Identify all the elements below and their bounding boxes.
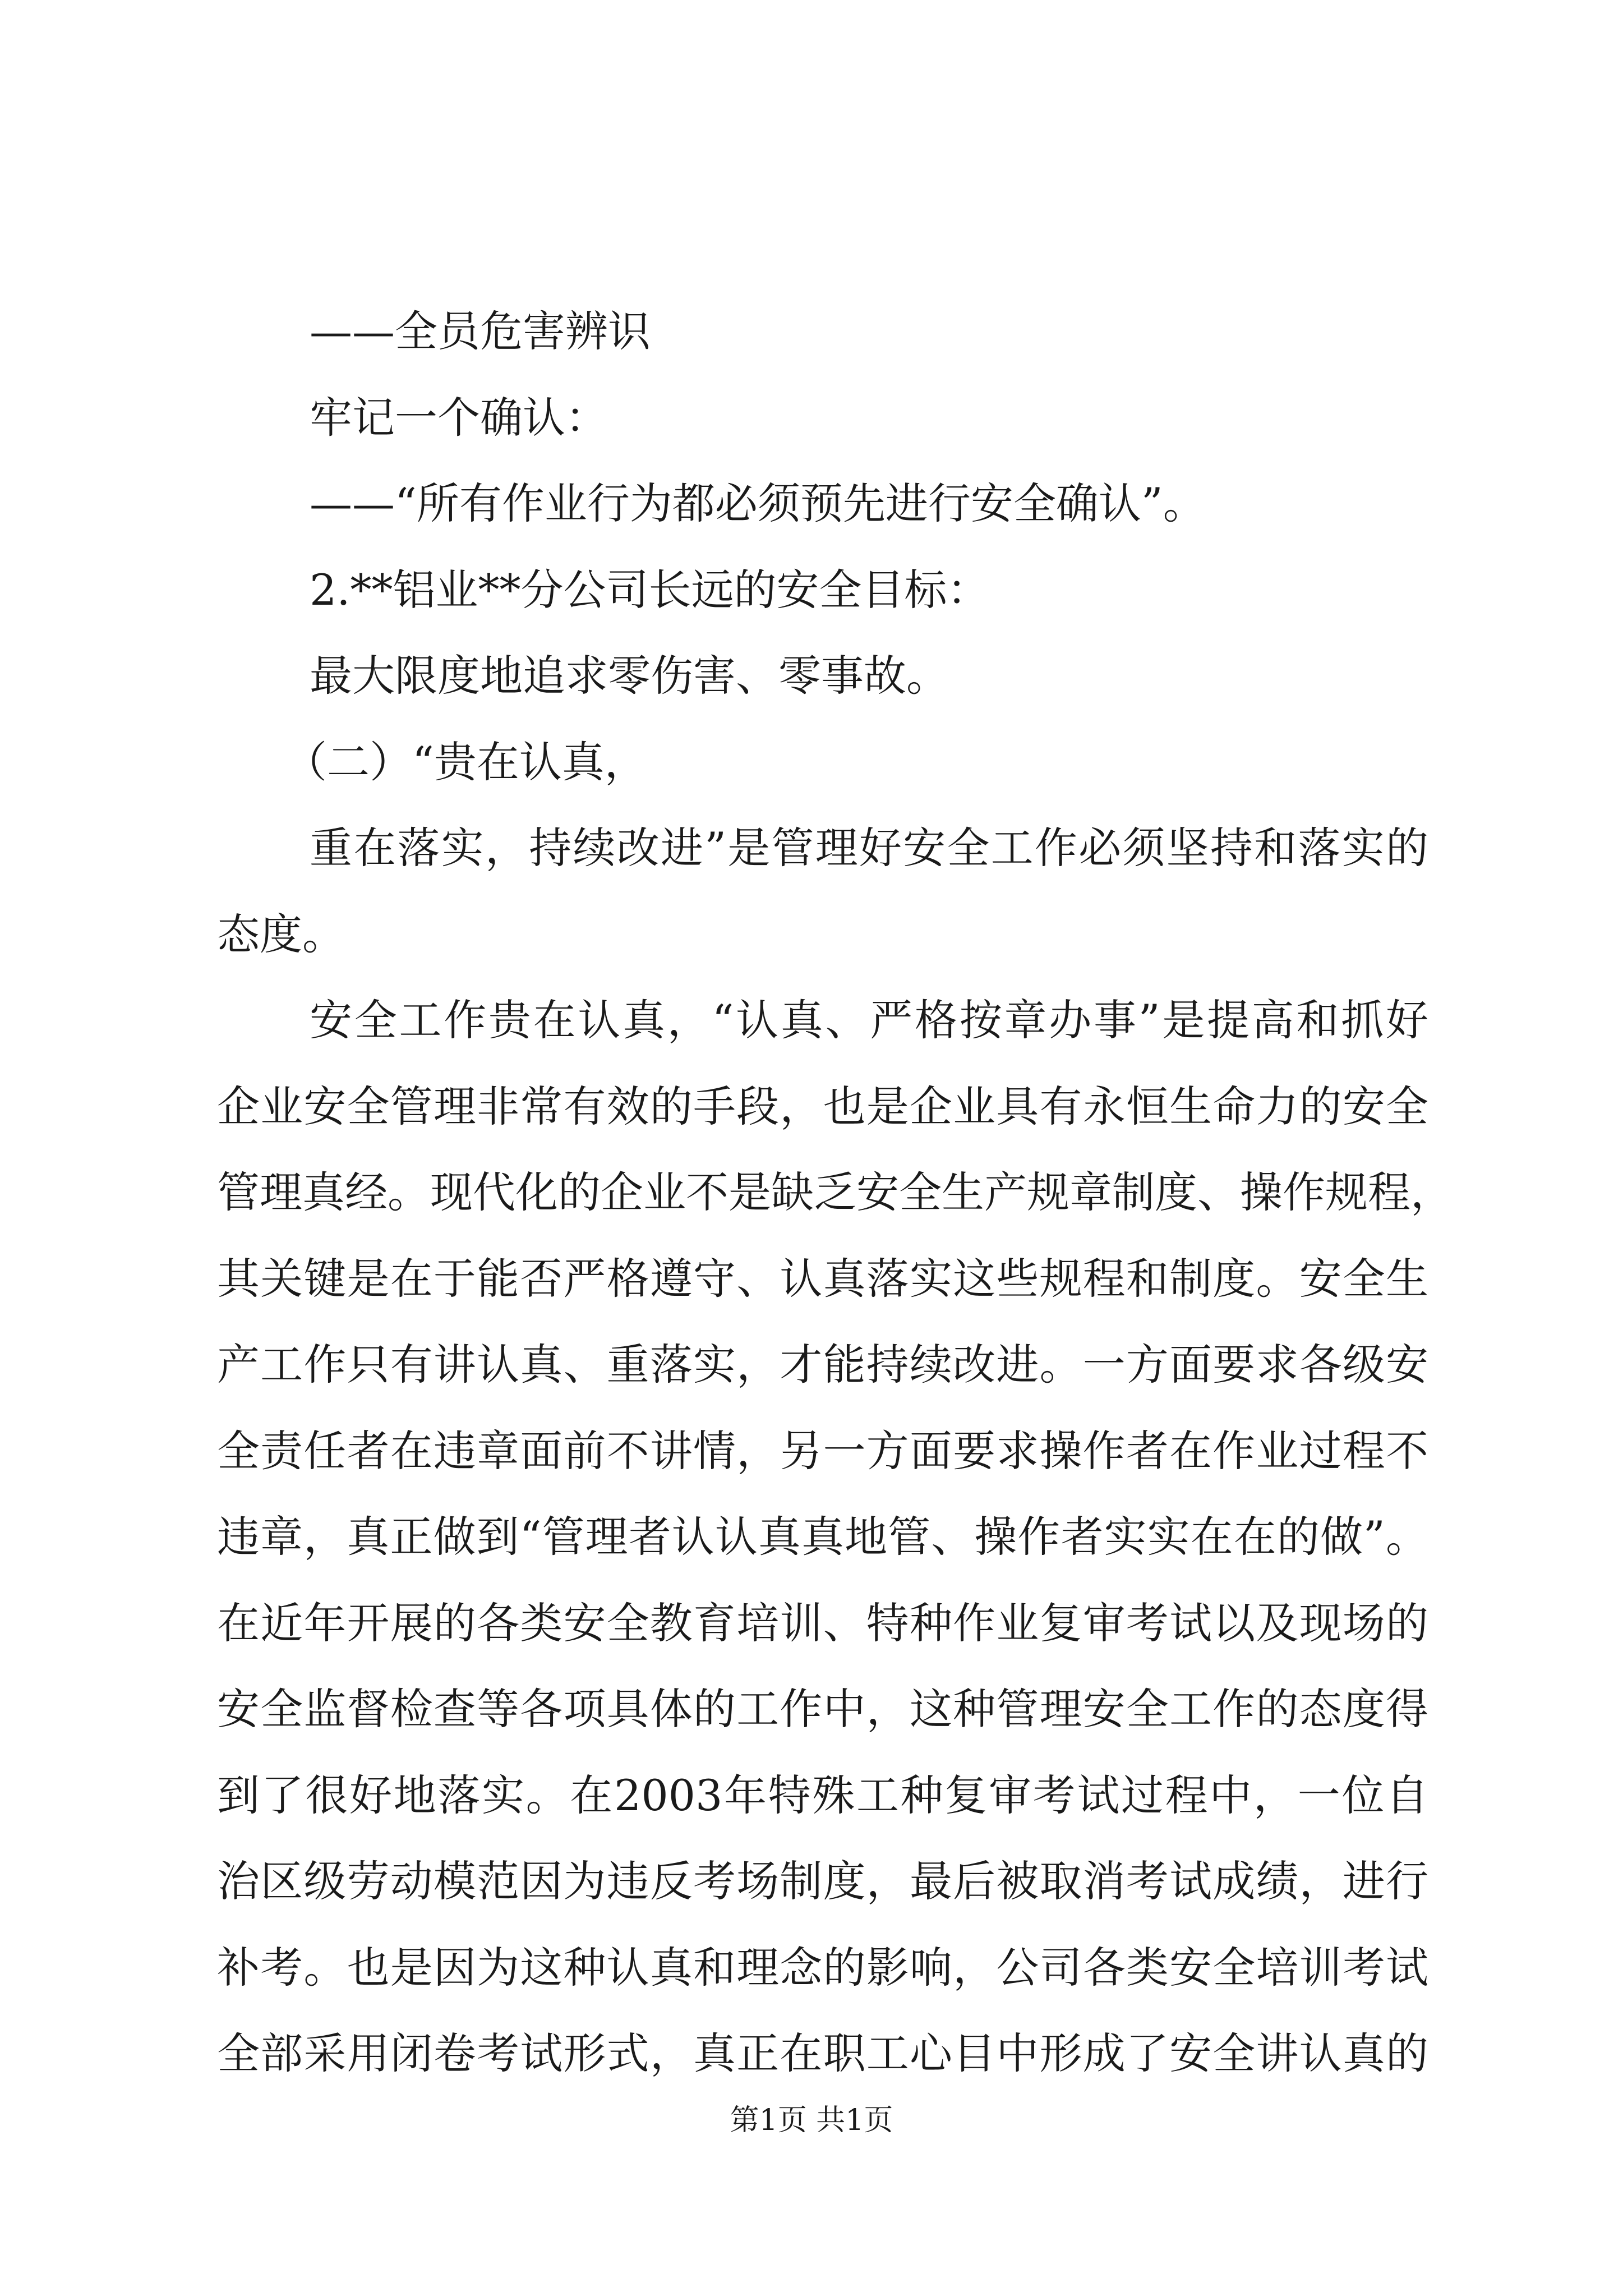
text-line: 在近年开展的各类安全教育培训、特种作业复审考试以及现场的: [217, 1598, 1428, 1648]
page-number-footer: 第1页 共1页: [730, 2104, 893, 2137]
text-line: 违章，真正做到“管理者认认真真地管、操作者实实在在的做”。: [217, 1512, 1428, 1562]
text-line: 态度。: [217, 909, 345, 959]
text-line: 到了很好地落实。在2003年特殊工种复审考试过程中，一位自: [217, 1770, 1428, 1820]
text-line: 安全监督检查等各项具体的工作中，这种管理安全工作的态度得: [217, 1684, 1428, 1734]
text-line: ——全员危害辨识: [310, 306, 651, 356]
text-line: 产工作只有讲认真、重落实，才能持续改进。一方面要求各级安: [217, 1340, 1428, 1389]
text-line: 企业安全管理非常有效的手段，也是企业具有永恒生命力的安全: [217, 1081, 1428, 1131]
text-line: 全责任者在违章面前不讲情，另一方面要求操作者在作业过程不: [217, 1425, 1428, 1476]
section-heading: （二）“贵在认真，: [284, 737, 647, 787]
text-line: 全部采用闭卷考试形式，真正在职工心目中形成了安全讲认真的: [217, 2028, 1428, 2078]
text-line: 2.**铝业**分公司长远的安全目标：: [310, 564, 990, 615]
text-line: 治区级劳动模范因为违反考场制度，最后被取消考试成绩，进行: [217, 1856, 1428, 1906]
text-line: 重在落实，持续改进”是管理好安全工作必须坚持和落实的: [310, 823, 1428, 873]
text-line: 补考。也是因为这种认真和理念的影响，公司各类安全培训考试: [217, 1942, 1428, 1993]
text-line: 最大限度地追求零伤害、零事故。: [310, 651, 949, 701]
text-line: ——“所有作业行为都必须预先进行安全确认”。: [310, 478, 1206, 528]
text-line: 牢记一个确认：: [310, 392, 608, 443]
text-line: 其关键是在于能否严格遵守、认真落实这些规程和制度。安全生: [217, 1253, 1428, 1304]
text-line: 安全工作贵在认真，“认真、严格按章办事”是提高和抓好: [310, 995, 1428, 1045]
document-body: [217, 303, 1453, 2111]
text-line: 管理真经。现代化的企业不是缺乏安全生产规章制度、操作规程，: [217, 1167, 1453, 1217]
